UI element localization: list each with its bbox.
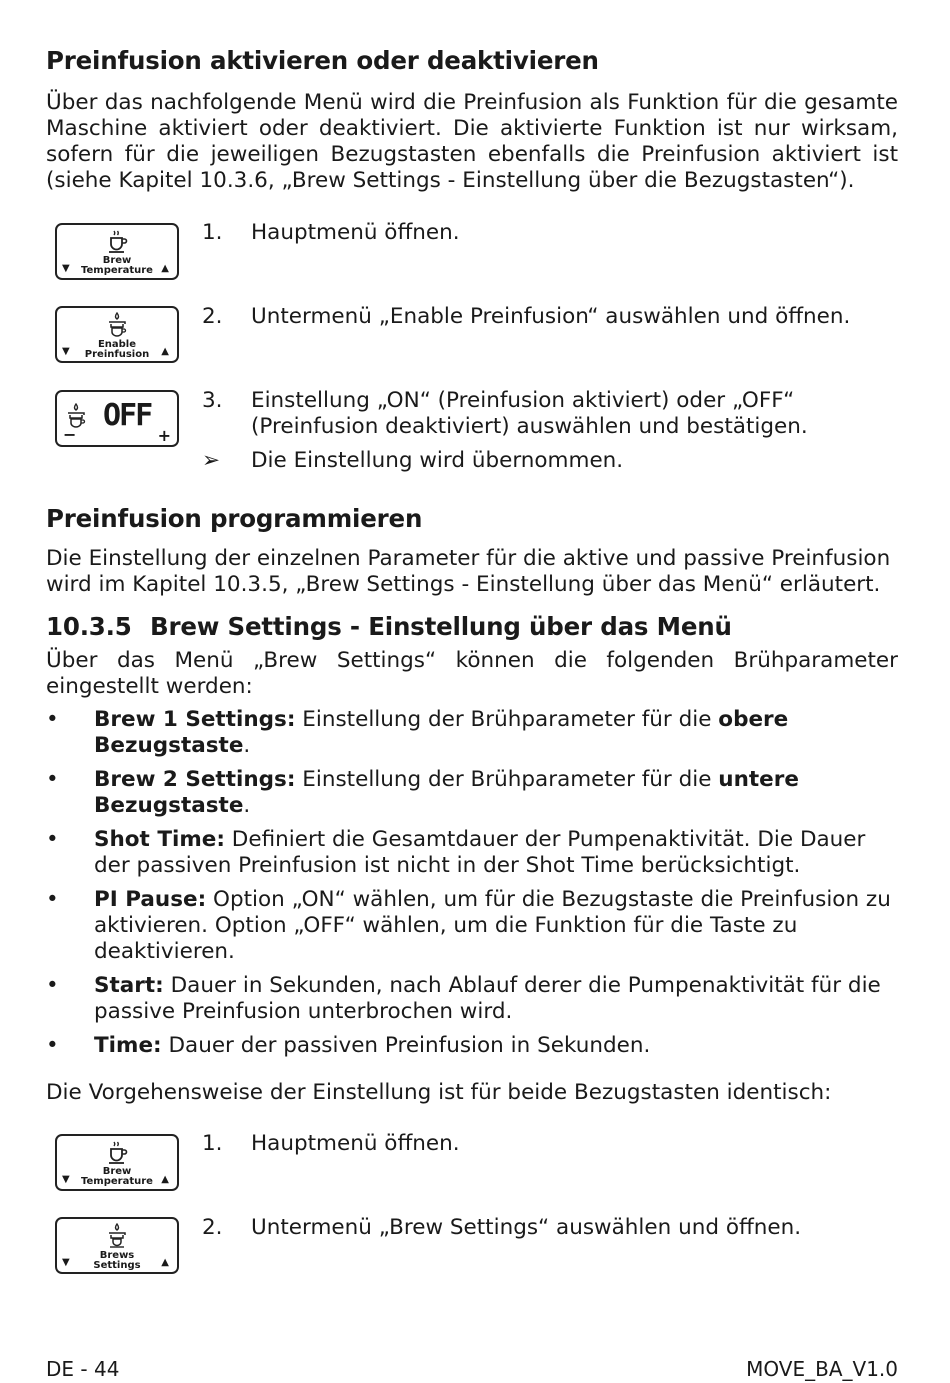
item-term: Shot Time: (94, 827, 225, 852)
list-item (46, 767, 898, 819)
item-term: Brew 1 Settings: (94, 707, 296, 732)
item-text: Option „ON“ wählen, um für die Bezugstaste die Preinfusion zu aktivieren. Option „OFF“ wählen, um die Funktion für die Taste zu deaktivieren. (94, 887, 891, 964)
document-id: MOVE_BA_V1.0 (746, 1357, 898, 1381)
arrow-up-icon[interactable]: ▲ (161, 1257, 169, 1268)
step-text: Untermenü „Enable Preinfusion“ auswählen und öffnen. (251, 304, 851, 329)
programmieren-paragraph: Die Einstellung der einzelnen Parameter für die aktive und passive Preinfusion wird im Kapitel 10.3.5, „Brew Settings - Einstellung über das Menü“ erläutert. (46, 546, 891, 597)
arrow-down-icon[interactable]: ▼ (62, 263, 70, 274)
display-enable-preinfusion (55, 306, 179, 363)
display-label-line2: Temperature (81, 265, 153, 276)
bullet: • (46, 827, 59, 852)
item-end: . (243, 793, 251, 818)
item-text: Einstellung der Brühparameter für die (295, 707, 719, 732)
brew-parameter-list (46, 707, 898, 1067)
item-emphasis: untere Bezugstaste (94, 767, 799, 818)
item-term: Start: (94, 973, 164, 998)
item-term: Brew 2 Settings: (94, 767, 296, 792)
display-label-line1: Enable (97, 339, 137, 350)
page-number: DE - 44 (46, 1357, 120, 1381)
step-text: Einstellung „ON“ (Preinfusion aktiviert) oder „OFF“ (Preinfusion deaktiviert) auswählen und bestätigen. (251, 388, 808, 439)
section-heading-preinfusion-programmieren: Preinfusion programmieren (46, 504, 423, 533)
display-label-line2: Settings (93, 1260, 141, 1271)
item-text: Dauer in Sekunden, nach Ablauf derer die Pumpenaktivität für die passive Preinfusion unterbrochen wird. (94, 973, 881, 1024)
display-label-line2: Temperature (81, 1176, 153, 1187)
list-item (46, 887, 898, 965)
display-brew-temperature (55, 223, 179, 280)
list-item (46, 973, 898, 1025)
bullet: • (46, 973, 59, 998)
list-item (46, 1033, 898, 1059)
brew-settings-intro: Über das Menü „Brew Settings“ können die folgenden Brühparameter eingestellt werden: (46, 648, 898, 699)
item-text: Dauer der passiven Preinfusion in Sekunden. (161, 1033, 651, 1058)
section-heading-preinfusion-aktivieren: Preinfusion aktivieren oder deaktivieren (46, 46, 599, 75)
step-text: Untermenü „Brew Settings“ auswählen und öffnen. (251, 1215, 802, 1240)
display-brew-temperature-2 (55, 1134, 179, 1191)
plus-icon[interactable]: + (157, 426, 171, 445)
section-title: Brew Settings - Einstellung über das Menü (150, 612, 732, 641)
arrow-down-icon[interactable]: ▼ (62, 1257, 70, 1268)
bullet: • (46, 887, 59, 912)
step-number: 2. (202, 304, 223, 329)
minus-icon[interactable]: − (63, 425, 77, 444)
step-number: 3. (202, 388, 223, 413)
bullet: • (46, 707, 59, 732)
item-term: Time: (94, 1033, 162, 1058)
item-end: . (243, 733, 251, 758)
bullet: • (46, 1033, 59, 1058)
item-term: PI Pause: (94, 887, 207, 912)
list-item (46, 707, 898, 759)
item-text: Definiert die Gesamtdauer der Pumpenaktivität. Die Dauer der passiven Preinfusion ist nicht in der Shot Time berücksichtigt. (94, 827, 866, 878)
bullet: • (46, 767, 59, 792)
arrow-down-icon[interactable]: ▼ (62, 1174, 70, 1185)
procedure-intro: Die Vorgehensweise der Einstellung ist für beide Bezugstasten identisch: (46, 1080, 832, 1105)
result-text: Die Einstellung wird übernommen. (251, 448, 624, 473)
display-label-line1: Brew (102, 255, 132, 266)
item-text: Einstellung der Brühparameter für die (295, 767, 719, 792)
section-heading-10-3-5 (46, 612, 732, 641)
display-label-line1: Brews (99, 1250, 135, 1261)
step-text: Hauptmenü öffnen. (251, 220, 460, 245)
arrow-up-icon[interactable]: ▲ (161, 346, 169, 357)
display-label-line2: Preinfusion (84, 349, 150, 360)
display-label-line1: Brew (102, 1166, 132, 1177)
step-number: 2. (202, 1215, 223, 1240)
step-number: 1. (202, 220, 223, 245)
arrow-up-icon[interactable]: ▲ (161, 263, 169, 274)
intro-paragraph: Über das nachfolgende Menü wird die Preinfusion als Funktion für die gesamte Maschine aktiviert oder deaktiviert. Die aktivierte Funktion ist nur wirksam, sofern für die jeweiligen Bezugstasten ebenfalls die Preinfusion aktiviert ist (siehe Kapitel 10.3.6, „Brew Settings - Einstellung über die Bezugstasten“). (46, 90, 898, 193)
display-value: OFF (103, 398, 152, 433)
arrow-down-icon[interactable]: ▼ (62, 346, 70, 357)
arrow-up-icon[interactable]: ▲ (161, 1174, 169, 1185)
step-number: 1. (202, 1131, 223, 1156)
step-text: Hauptmenü öffnen. (251, 1131, 460, 1156)
display-brews-settings (55, 1217, 179, 1274)
item-emphasis: obere Bezugstaste (94, 707, 789, 758)
section-number: 10.3.5 (46, 612, 132, 641)
list-item (46, 827, 898, 879)
display-preinfusion-value (55, 390, 179, 447)
arrow-right-icon: ➢ (202, 448, 221, 473)
